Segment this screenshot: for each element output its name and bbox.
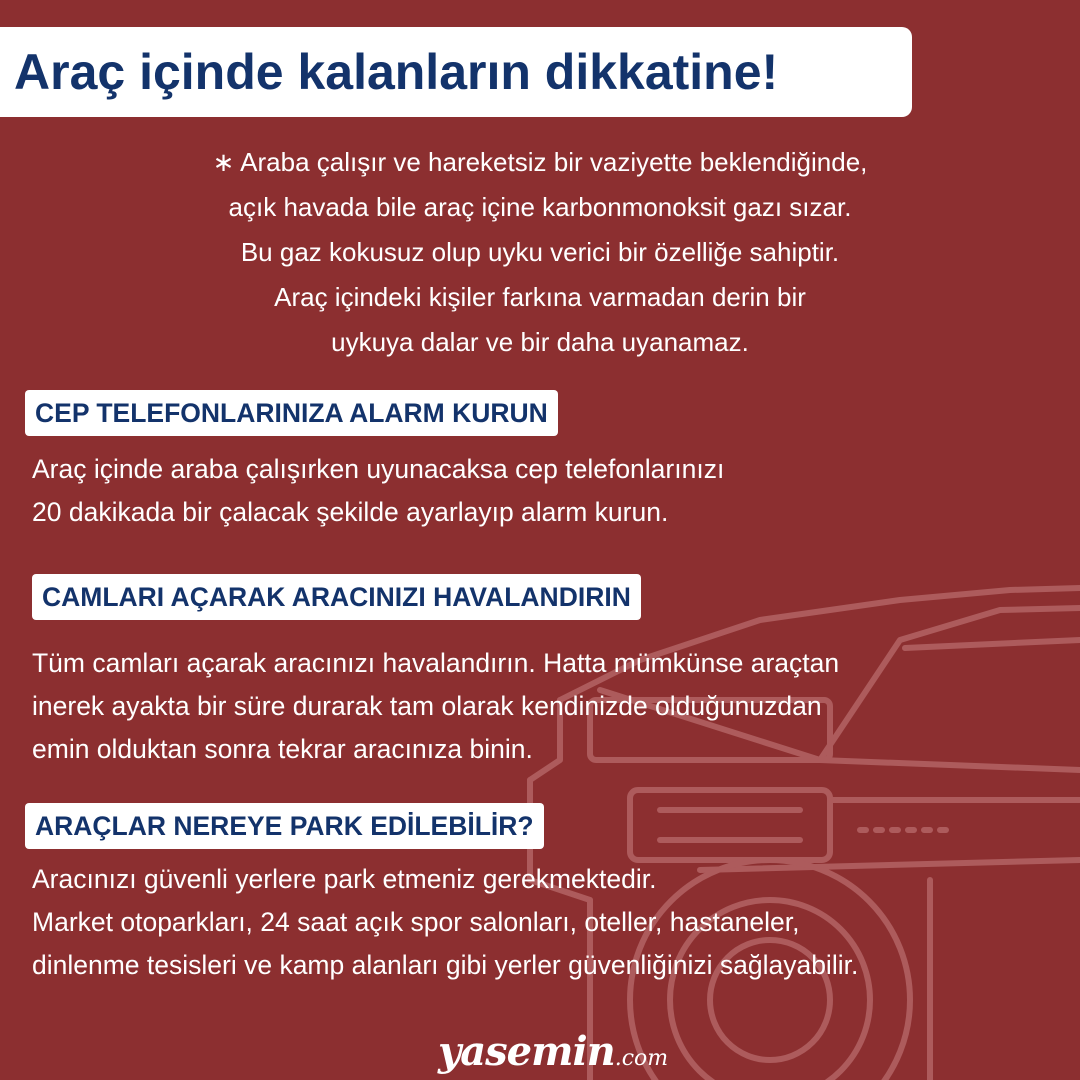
body-line: Tüm camları açarak aracınızı havalandırın. Hatta mümkünse araçtan	[32, 648, 840, 678]
body-line: Aracınızı güvenli yerlere park etmeniz gerekmektedir.	[32, 864, 657, 894]
section-body-alarm	[32, 448, 724, 534]
body-line: inerek ayakta bir süre durarak tam olarak kendinizde olduğunuzdan	[32, 691, 822, 721]
section-heading-alarm: CEP TELEFONLARINIZA ALARM KURUN	[25, 390, 558, 436]
section-heading-parking: ARAÇLAR NEREYE PARK EDİLEBİLİR?	[25, 803, 544, 849]
intro-line: Araç içindeki kişiler farkına varmadan derin bir	[274, 282, 806, 312]
section-body-ventilate	[32, 642, 839, 771]
brand-logo	[438, 1028, 668, 1075]
page-title: Araç içinde kalanların dikkatine!	[14, 44, 779, 100]
intro-line: açık havada bile araç içine karbonmonoksit gazı sızar.	[228, 192, 852, 222]
body-line: 20 dakikada bir çalacak şekilde ayarlayıp alarm kurun.	[32, 497, 669, 527]
body-line: emin olduktan sonra tekrar aracınıza binin.	[32, 734, 533, 764]
body-line: Market otoparkları, 24 saat açık spor salonları, oteller, hastaneler,	[32, 907, 800, 937]
intro-line: uykuya dalar ve bir daha uyanamaz.	[331, 327, 749, 357]
logo-wordmark: yasemin	[438, 1028, 615, 1075]
section-heading-ventilate: CAMLARI AÇARAK ARACINIZI HAVALANDIRIN	[32, 574, 641, 620]
intro-text	[80, 140, 1000, 365]
logo-domain: .com	[614, 1046, 669, 1071]
body-line: Araç içinde araba çalışırken uyunacaksa cep telefonlarınızı	[32, 454, 725, 484]
intro-line: ∗ Araba çalışır ve hareketsiz bir vaziyette beklendiğinde,	[212, 147, 868, 177]
section-body-parking	[32, 858, 858, 987]
title-banner	[0, 27, 912, 117]
body-line: dinlenme tesisleri ve kamp alanları gibi yerler güvenliğinizi sağlayabilir.	[32, 950, 859, 980]
intro-line: Bu gaz kokusuz olup uyku verici bir özelliğe sahiptir.	[240, 237, 840, 267]
